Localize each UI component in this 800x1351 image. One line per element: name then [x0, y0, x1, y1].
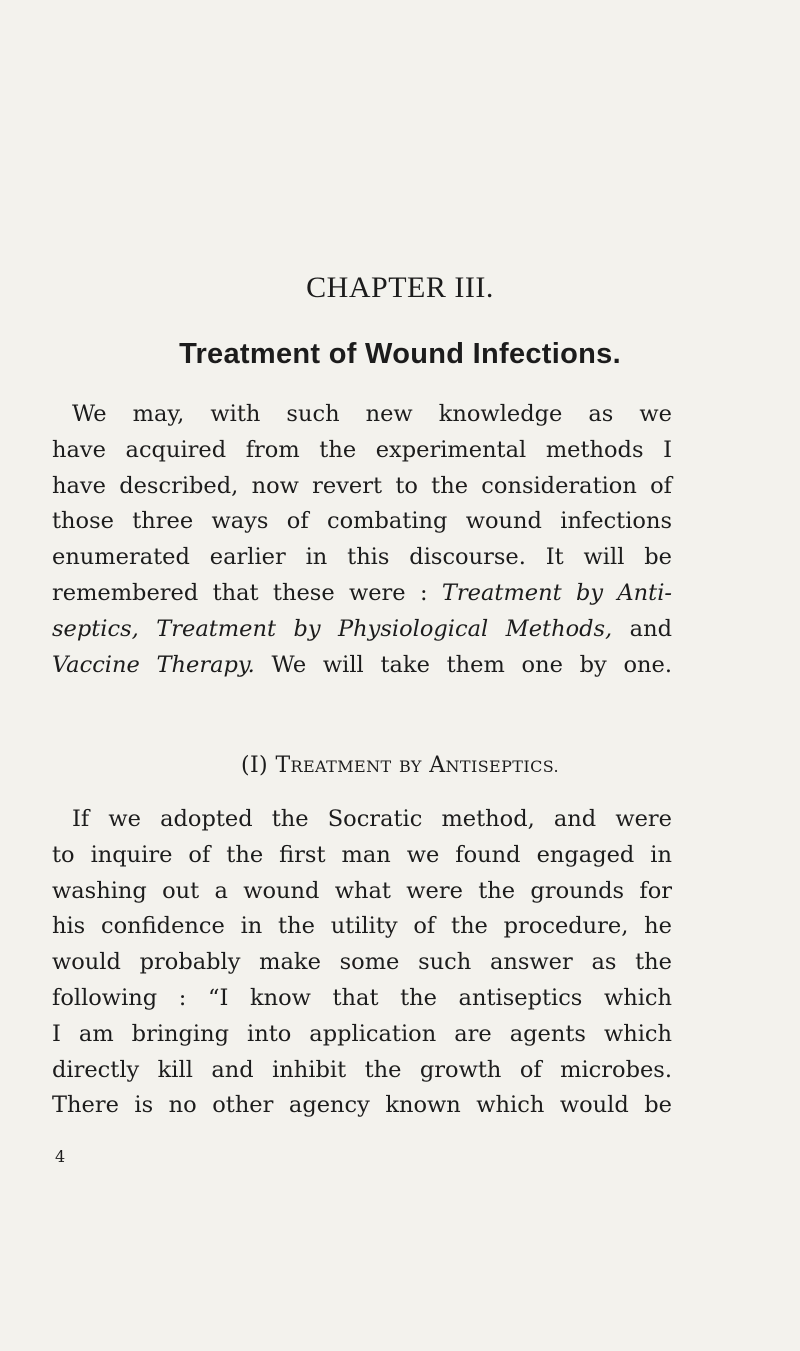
- text-line: directly kill and inhibit the growth of microbes.: [52, 1056, 672, 1083]
- signature-mark: 4: [55, 1147, 66, 1166]
- text-line: to inquire of the first man we found engaged in: [52, 841, 672, 868]
- text-line: We may, with such new knowledge as we: [72, 401, 672, 427]
- paragraph-socratic: [52, 802, 672, 1124]
- text-segment: We will take them one by one.: [254, 651, 672, 678]
- section-letter: A: [429, 753, 446, 778]
- italic-text: Vaccine Therapy.: [52, 651, 255, 678]
- text-line: those three ways of combating wound infections: [52, 508, 672, 535]
- text-line: [52, 648, 672, 684]
- section-heading: [0, 753, 800, 778]
- text-line: There is no other agency known which would be: [52, 1092, 672, 1119]
- text-segment: remembered that these were :: [52, 579, 442, 606]
- section-letter: T: [275, 753, 291, 778]
- section-word: BY: [398, 757, 422, 776]
- text-line: I am bringing into application are agents which: [52, 1020, 672, 1047]
- section-word: NTISEPTICS.: [445, 757, 560, 776]
- text-line: [52, 612, 672, 648]
- text-line: [52, 576, 672, 612]
- text-line: If we adopted the Socratic method, and were: [72, 806, 672, 832]
- section-number: (I): [240, 753, 269, 778]
- italic-text: septics, Treatment by Physiological Methods,: [52, 615, 613, 642]
- text-line: have acquired from the experimental methods I: [52, 436, 672, 463]
- text-line: following : “I know that the antiseptics which: [52, 984, 672, 1011]
- text-line: have described, now revert to the consideration of: [52, 472, 672, 499]
- text-line: washing out a wound what were the grounds for: [52, 877, 672, 904]
- text-line: his confidence in the utility of the procedure, he: [52, 913, 672, 940]
- text-line: would probably make some such answer as the: [52, 949, 672, 976]
- text-segment: and: [612, 615, 672, 642]
- text-line: enumerated earlier in this discourse. It will be: [52, 544, 672, 571]
- chapter-title: Treatment of Wound Infections.: [179, 338, 621, 370]
- italic-text: Treatment by Anti-: [441, 579, 673, 606]
- section-word: REATMENT: [290, 757, 392, 776]
- chapter-heading: CHAPTER III.: [306, 271, 494, 304]
- paragraph-intro: [52, 397, 672, 683]
